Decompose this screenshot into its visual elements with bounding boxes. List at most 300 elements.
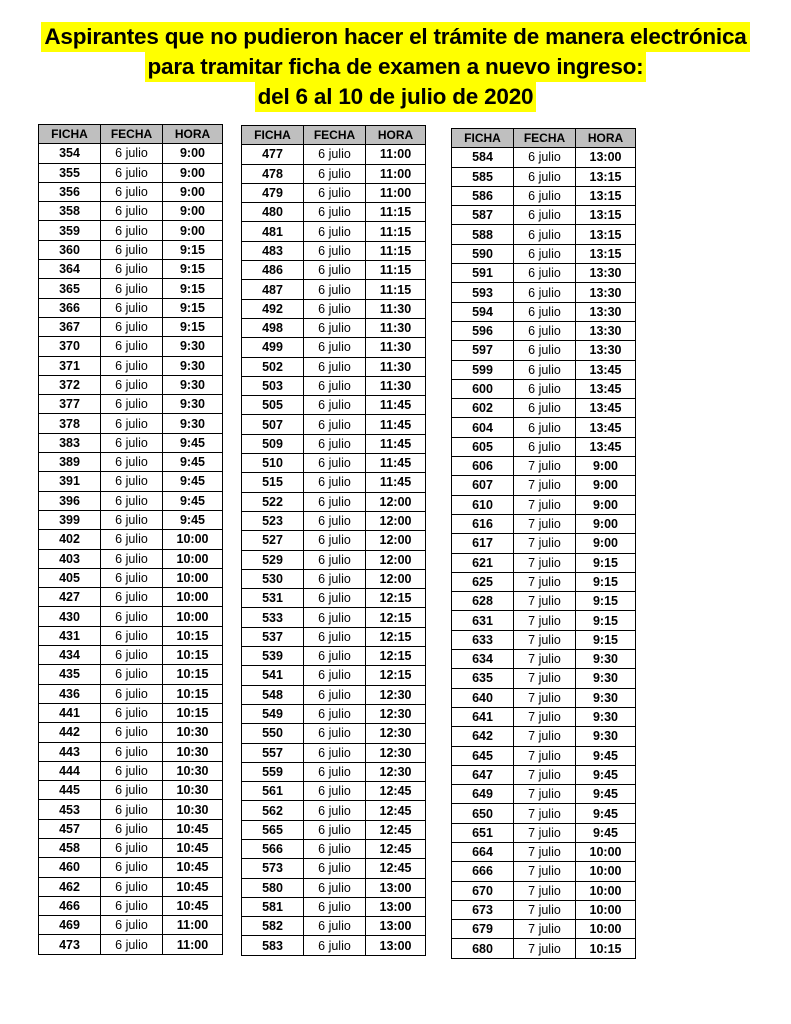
table-row [452, 476, 636, 495]
hora-cell: 13:00 [366, 878, 426, 897]
fecha-cell: 6 julio [304, 183, 366, 202]
hora-cell: 10:15 [163, 626, 223, 645]
table-row [39, 588, 223, 607]
ficha-cell: 509 [242, 434, 304, 453]
hora-cell: 12:30 [366, 685, 426, 704]
hora-cell: 10:15 [163, 684, 223, 703]
fecha-cell: 6 julio [101, 260, 163, 279]
title-line-1: Aspirantes que no pudieron hacer el trámite de manera electrónica [41, 22, 749, 52]
fecha-cell: 6 julio [101, 356, 163, 375]
column-header-hora: HORA [576, 129, 636, 148]
fecha-cell: 6 julio [304, 434, 366, 453]
table-row [452, 900, 636, 919]
ficha-cell: 561 [242, 782, 304, 801]
table-row [452, 727, 636, 746]
hora-cell: 10:45 [163, 858, 223, 877]
hora-cell: 10:00 [576, 862, 636, 881]
hora-cell: 12:00 [366, 531, 426, 550]
hora-cell: 13:45 [576, 379, 636, 398]
hora-cell: 9:15 [163, 317, 223, 336]
table-row [39, 935, 223, 954]
page-title [0, 22, 791, 112]
fecha-cell: 6 julio [304, 299, 366, 318]
hora-cell: 11:30 [366, 318, 426, 337]
table-row [242, 473, 426, 492]
hora-cell: 9:00 [163, 221, 223, 240]
fecha-cell: 6 julio [304, 492, 366, 511]
fecha-cell: 6 julio [304, 897, 366, 916]
table-row [452, 592, 636, 611]
ficha-cell: 666 [452, 862, 514, 881]
hora-cell: 13:00 [576, 148, 636, 167]
ficha-cell: 596 [452, 321, 514, 340]
hora-cell: 9:30 [576, 688, 636, 707]
hora-cell: 9:00 [576, 534, 636, 553]
ficha-cell: 649 [452, 785, 514, 804]
hora-cell: 11:00 [366, 164, 426, 183]
fecha-cell: 6 julio [101, 395, 163, 414]
table-row [242, 762, 426, 781]
table-row [242, 820, 426, 839]
ficha-cell: 617 [452, 534, 514, 553]
hora-cell: 12:15 [366, 627, 426, 646]
ficha-cell: 442 [39, 723, 101, 742]
fecha-cell: 6 julio [304, 936, 366, 955]
fecha-cell: 6 julio [101, 433, 163, 452]
fecha-cell: 7 julio [514, 920, 576, 939]
fecha-cell: 6 julio [101, 317, 163, 336]
table-row [39, 279, 223, 298]
fecha-cell: 6 julio [101, 530, 163, 549]
ficha-cell: 372 [39, 375, 101, 394]
title-line-2: para tramitar ficha de examen a nuevo ingreso: [145, 52, 647, 82]
table-row [242, 145, 426, 164]
fecha-cell: 6 julio [304, 241, 366, 260]
fecha-cell: 6 julio [304, 608, 366, 627]
fecha-cell: 6 julio [101, 781, 163, 800]
ficha-cell: 478 [242, 164, 304, 183]
fecha-cell: 6 julio [304, 222, 366, 241]
table-row [242, 183, 426, 202]
ficha-cell: 360 [39, 240, 101, 259]
ficha-cell: 634 [452, 650, 514, 669]
schedule-table-1 [38, 124, 223, 955]
hora-cell: 9:00 [576, 514, 636, 533]
hora-cell: 9:45 [576, 823, 636, 842]
hora-cell: 13:30 [576, 302, 636, 321]
ficha-cell: 641 [452, 707, 514, 726]
table-row [39, 723, 223, 742]
hora-cell: 13:45 [576, 437, 636, 456]
hora-cell: 12:45 [366, 859, 426, 878]
hora-cell: 9:15 [163, 240, 223, 259]
ficha-cell: 594 [452, 302, 514, 321]
table-row [242, 454, 426, 473]
table-row [242, 704, 426, 723]
fecha-cell: 6 julio [101, 935, 163, 954]
fecha-cell: 6 julio [101, 742, 163, 761]
table-row [452, 399, 636, 418]
table-row [452, 379, 636, 398]
hora-cell: 13:00 [366, 897, 426, 916]
ficha-cell: 499 [242, 338, 304, 357]
ficha-cell: 466 [39, 896, 101, 915]
ficha-cell: 354 [39, 144, 101, 163]
fecha-cell: 6 julio [101, 337, 163, 356]
table-row [452, 186, 636, 205]
ficha-cell: 443 [39, 742, 101, 761]
table-row [242, 743, 426, 762]
hora-cell: 12:30 [366, 743, 426, 762]
fecha-cell: 7 julio [514, 650, 576, 669]
fecha-cell: 6 julio [101, 568, 163, 587]
hora-cell: 10:00 [576, 842, 636, 861]
table-row [242, 376, 426, 395]
ficha-cell: 366 [39, 298, 101, 317]
fecha-cell: 6 julio [101, 761, 163, 780]
ficha-cell: 458 [39, 838, 101, 857]
hora-cell: 10:00 [163, 568, 223, 587]
hora-cell: 12:30 [366, 724, 426, 743]
table-row [242, 666, 426, 685]
table-row [39, 549, 223, 568]
ficha-cell: 606 [452, 457, 514, 476]
hora-cell: 13:15 [576, 167, 636, 186]
hora-cell: 10:00 [576, 900, 636, 919]
ficha-cell: 436 [39, 684, 101, 703]
table-row [39, 684, 223, 703]
ficha-cell: 679 [452, 920, 514, 939]
hora-cell: 11:45 [366, 434, 426, 453]
table-row [452, 321, 636, 340]
fecha-cell: 6 julio [514, 283, 576, 302]
fecha-cell: 6 julio [514, 167, 576, 186]
hora-cell: 10:15 [163, 646, 223, 665]
hora-cell: 12:45 [366, 782, 426, 801]
fecha-cell: 6 julio [304, 145, 366, 164]
ficha-cell: 673 [452, 900, 514, 919]
fecha-cell: 6 julio [304, 647, 366, 666]
ficha-cell: 597 [452, 341, 514, 360]
fecha-cell: 6 julio [101, 182, 163, 201]
fecha-cell: 6 julio [101, 626, 163, 645]
column-header-fecha: FECHA [304, 126, 366, 145]
table-row [242, 878, 426, 897]
table-row [452, 765, 636, 784]
fecha-cell: 6 julio [304, 164, 366, 183]
title-line-3: del 6 al 10 de julio de 2020 [255, 82, 537, 112]
fecha-cell: 6 julio [101, 221, 163, 240]
ficha-cell: 492 [242, 299, 304, 318]
table-row [452, 688, 636, 707]
hora-cell: 11:00 [163, 916, 223, 935]
hora-cell: 9:00 [163, 202, 223, 221]
fecha-cell: 6 julio [101, 896, 163, 915]
hora-cell: 13:00 [366, 917, 426, 936]
table-row [452, 167, 636, 186]
ficha-cell: 640 [452, 688, 514, 707]
hora-cell: 11:30 [366, 357, 426, 376]
hora-cell: 9:30 [163, 337, 223, 356]
hora-cell: 13:15 [576, 244, 636, 263]
fecha-cell: 6 julio [304, 415, 366, 434]
fecha-cell: 6 julio [304, 743, 366, 762]
fecha-cell: 7 julio [514, 572, 576, 591]
table-row [39, 838, 223, 857]
ficha-cell: 588 [452, 225, 514, 244]
hora-cell: 11:15 [366, 222, 426, 241]
table-row [242, 511, 426, 530]
table-row [452, 650, 636, 669]
ficha-cell: 403 [39, 549, 101, 568]
table-row [452, 939, 636, 958]
hora-cell: 9:15 [576, 611, 636, 630]
hora-cell: 13:45 [576, 360, 636, 379]
fecha-cell: 6 julio [101, 665, 163, 684]
fecha-cell: 6 julio [101, 588, 163, 607]
fecha-cell: 6 julio [101, 453, 163, 472]
table-row [242, 550, 426, 569]
fecha-cell: 6 julio [304, 917, 366, 936]
fecha-cell: 7 julio [514, 804, 576, 823]
hora-cell: 10:30 [163, 781, 223, 800]
hora-cell: 9:30 [163, 375, 223, 394]
ficha-cell: 530 [242, 569, 304, 588]
fecha-cell: 6 julio [304, 782, 366, 801]
fecha-cell: 6 julio [101, 858, 163, 877]
fecha-cell: 6 julio [101, 819, 163, 838]
ficha-cell: 537 [242, 627, 304, 646]
fecha-cell: 6 julio [101, 414, 163, 433]
fecha-cell: 7 julio [514, 823, 576, 842]
hora-cell: 10:00 [576, 920, 636, 939]
fecha-cell: 6 julio [514, 437, 576, 456]
hora-cell: 10:45 [163, 877, 223, 896]
hora-cell: 11:45 [366, 473, 426, 492]
ficha-cell: 483 [242, 241, 304, 260]
table-row [242, 589, 426, 608]
ficha-cell: 487 [242, 280, 304, 299]
hora-cell: 12:15 [366, 589, 426, 608]
hora-cell: 12:15 [366, 666, 426, 685]
table-row [39, 182, 223, 201]
hora-cell: 13:15 [576, 225, 636, 244]
ficha-cell: 522 [242, 492, 304, 511]
ficha-cell: 647 [452, 765, 514, 784]
fecha-cell: 6 julio [101, 684, 163, 703]
table-row [39, 703, 223, 722]
fecha-cell: 6 julio [514, 186, 576, 205]
hora-cell: 13:45 [576, 418, 636, 437]
hora-cell: 9:30 [163, 395, 223, 414]
fecha-cell: 6 julio [304, 338, 366, 357]
ficha-cell: 480 [242, 203, 304, 222]
table-row [242, 782, 426, 801]
ficha-cell: 591 [452, 264, 514, 283]
ficha-cell: 510 [242, 454, 304, 473]
fecha-cell: 6 julio [304, 376, 366, 395]
ficha-cell: 625 [452, 572, 514, 591]
table-row [39, 819, 223, 838]
fecha-cell: 6 julio [101, 703, 163, 722]
ficha-cell: 531 [242, 589, 304, 608]
fecha-cell: 6 julio [101, 375, 163, 394]
table-row [242, 396, 426, 415]
ficha-cell: 473 [39, 935, 101, 954]
fecha-cell: 6 julio [514, 399, 576, 418]
ficha-cell: 365 [39, 279, 101, 298]
hora-cell: 11:15 [366, 280, 426, 299]
table-row [452, 842, 636, 861]
fecha-cell: 7 julio [514, 707, 576, 726]
fecha-cell: 6 julio [514, 302, 576, 321]
hora-cell: 12:15 [366, 647, 426, 666]
table-row [39, 742, 223, 761]
table-row [39, 240, 223, 259]
table-row [452, 785, 636, 804]
ficha-cell: 580 [242, 878, 304, 897]
column-header-hora: HORA [163, 125, 223, 144]
table-row [39, 260, 223, 279]
table-row [452, 514, 636, 533]
table-row [242, 338, 426, 357]
hora-cell: 9:30 [576, 727, 636, 746]
table-row [39, 356, 223, 375]
ficha-cell: 486 [242, 261, 304, 280]
ficha-cell: 359 [39, 221, 101, 240]
table-row [452, 611, 636, 630]
table-row [39, 877, 223, 896]
hora-cell: 9:45 [163, 491, 223, 510]
ficha-cell: 600 [452, 379, 514, 398]
column-header-hora: HORA [366, 126, 426, 145]
table-row [452, 457, 636, 476]
hora-cell: 9:45 [163, 433, 223, 452]
table-row [452, 341, 636, 360]
ficha-cell: 356 [39, 182, 101, 201]
hora-cell: 10:30 [163, 761, 223, 780]
fecha-cell: 6 julio [304, 511, 366, 530]
table-row [39, 163, 223, 182]
ficha-cell: 427 [39, 588, 101, 607]
fecha-cell: 6 julio [101, 916, 163, 935]
table-row [452, 244, 636, 263]
ficha-cell: 587 [452, 206, 514, 225]
ficha-cell: 444 [39, 761, 101, 780]
table-row [242, 434, 426, 453]
hora-cell: 11:45 [366, 396, 426, 415]
fecha-cell: 6 julio [101, 144, 163, 163]
hora-cell: 12:00 [366, 550, 426, 569]
fecha-cell: 6 julio [514, 341, 576, 360]
column-header-ficha: FICHA [242, 126, 304, 145]
hora-cell: 13:30 [576, 321, 636, 340]
table-row [242, 897, 426, 916]
ficha-cell: 460 [39, 858, 101, 877]
fecha-cell: 6 julio [101, 472, 163, 491]
ficha-cell: 441 [39, 703, 101, 722]
fecha-cell: 6 julio [101, 877, 163, 896]
hora-cell: 9:15 [576, 630, 636, 649]
table-row [242, 839, 426, 858]
table-row [39, 781, 223, 800]
table-row [452, 669, 636, 688]
table-row [242, 647, 426, 666]
fecha-cell: 6 julio [304, 280, 366, 299]
hora-cell: 9:00 [163, 182, 223, 201]
ficha-cell: 586 [452, 186, 514, 205]
table-row [242, 531, 426, 550]
fecha-cell: 6 julio [101, 491, 163, 510]
hora-cell: 10:30 [163, 742, 223, 761]
ficha-cell: 607 [452, 476, 514, 495]
hora-cell: 12:45 [366, 820, 426, 839]
table-row [452, 630, 636, 649]
ficha-cell: 502 [242, 357, 304, 376]
ficha-cell: 389 [39, 453, 101, 472]
table-row [39, 317, 223, 336]
fecha-cell: 6 julio [514, 225, 576, 244]
fecha-cell: 7 julio [514, 881, 576, 900]
table-row [39, 896, 223, 915]
hora-cell: 13:15 [576, 206, 636, 225]
hora-cell: 12:30 [366, 762, 426, 781]
table-row [39, 491, 223, 510]
ficha-cell: 498 [242, 318, 304, 337]
schedule-table-2 [241, 125, 426, 956]
ficha-cell: 604 [452, 418, 514, 437]
table-row [39, 916, 223, 935]
table-row [39, 472, 223, 491]
table-row [242, 724, 426, 743]
fecha-cell: 6 julio [304, 396, 366, 415]
table-row [39, 337, 223, 356]
ficha-cell: 610 [452, 495, 514, 514]
hora-cell: 10:00 [163, 549, 223, 568]
fecha-cell: 7 julio [514, 669, 576, 688]
ficha-cell: 635 [452, 669, 514, 688]
fecha-cell: 6 julio [304, 473, 366, 492]
ficha-cell: 650 [452, 804, 514, 823]
hora-cell: 9:15 [163, 279, 223, 298]
fecha-cell: 7 julio [514, 611, 576, 630]
ficha-cell: 559 [242, 762, 304, 781]
hora-cell: 13:00 [366, 936, 426, 955]
table-row [242, 222, 426, 241]
table-row [242, 241, 426, 260]
table-row [39, 510, 223, 529]
table-row [452, 920, 636, 939]
ficha-cell: 642 [452, 727, 514, 746]
fecha-cell: 6 julio [304, 550, 366, 569]
table-row [452, 418, 636, 437]
ficha-cell: 539 [242, 647, 304, 666]
hora-cell: 11:00 [163, 935, 223, 954]
table-header-row [242, 126, 426, 145]
hora-cell: 11:15 [366, 241, 426, 260]
table-row [242, 685, 426, 704]
ficha-cell: 584 [452, 148, 514, 167]
fecha-cell: 6 julio [101, 298, 163, 317]
ficha-cell: 505 [242, 396, 304, 415]
ficha-cell: 355 [39, 163, 101, 182]
fecha-cell: 6 julio [304, 357, 366, 376]
ficha-cell: 605 [452, 437, 514, 456]
hora-cell: 9:00 [576, 476, 636, 495]
hora-cell: 9:30 [163, 356, 223, 375]
column-header-fecha: FECHA [514, 129, 576, 148]
table-row [39, 568, 223, 587]
